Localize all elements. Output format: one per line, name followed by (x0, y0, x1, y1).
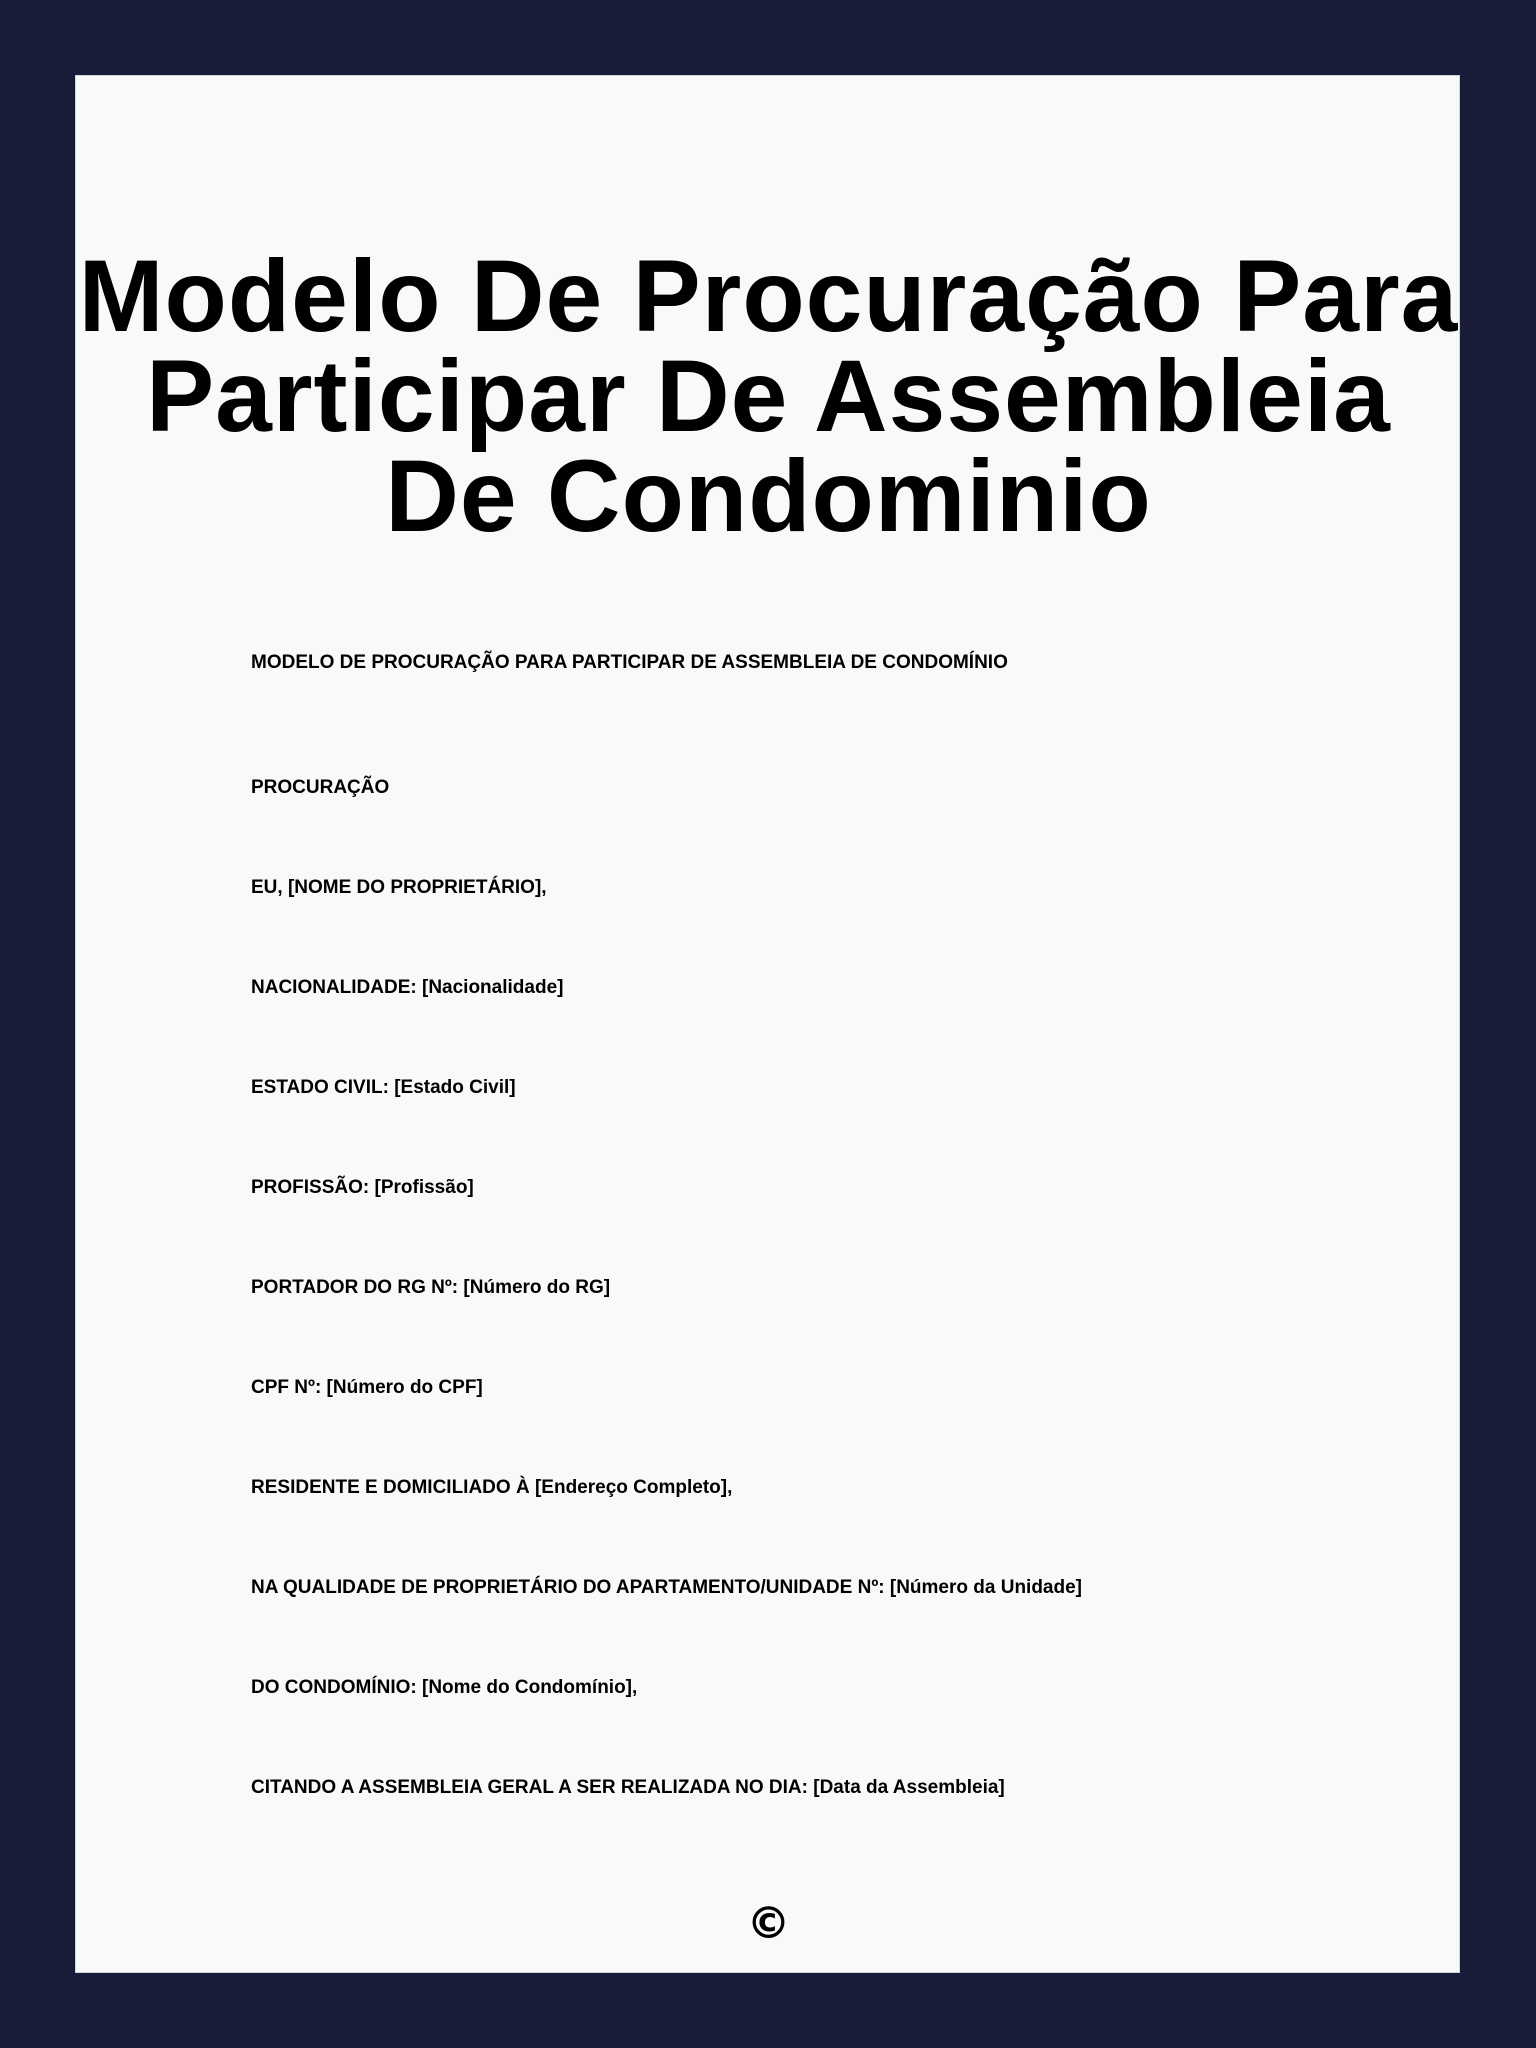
field-profession: PROFISSÃO: [Profissão] (251, 1177, 474, 1198)
field-owner-name: EU, [NOME DO PROPRIETÁRIO], (251, 877, 547, 898)
field-nationality: NACIONALIDADE: [Nacionalidade] (251, 977, 564, 998)
section-label-procuracao: PROCURAÇÃO (251, 777, 390, 798)
field-rg-number: PORTADOR DO RG Nº: [Número do RG] (251, 1277, 611, 1298)
field-assembly-date: CITANDO A ASSEMBLEIA GERAL A SER REALIZADA NO DIA: [Data da Assembleia] (251, 1777, 1005, 1798)
document-heading: MODELO DE PROCURAÇÃO PARA PARTICIPAR DE ASSEMBLEIA DE CONDOMÍNIO (251, 652, 1008, 673)
field-marital-status: ESTADO CIVIL: [Estado Civil] (251, 1077, 516, 1098)
field-condominium-name: DO CONDOMÍNIO: [Nome do Condomínio], (251, 1677, 638, 1698)
field-cpf-number: CPF Nº: [Número do CPF] (251, 1377, 483, 1398)
document-page (75, 75, 1460, 1973)
document-title: Modelo De Procuração Para Participar De Assembleia De Condominio (78, 239, 1459, 553)
field-unit-number: NA QUALIDADE DE PROPRIETÁRIO DO APARTAMENTO/UNIDADE Nº: [Número da Unidade] (251, 1577, 1082, 1598)
copyright-icon: © (746, 1898, 791, 1949)
field-address: RESIDENTE E DOMICILIADO À [Endereço Completo], (251, 1477, 733, 1498)
